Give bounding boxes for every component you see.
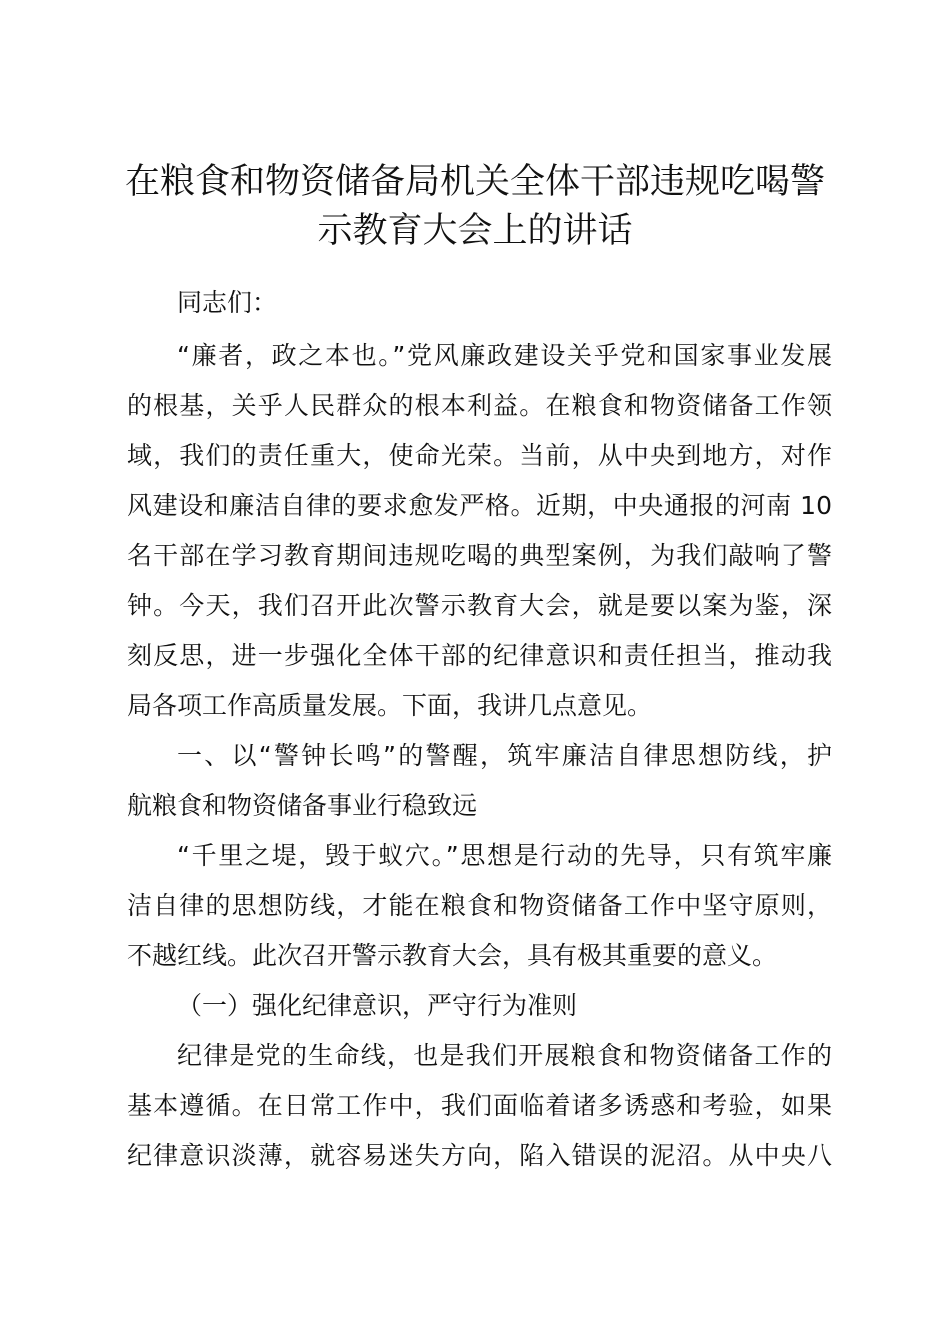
document-title-line-2: 示教育大会上的讲话 <box>317 211 633 251</box>
paragraph-line: 刻反思，进一步强化全体干部的纪律意识和责任担当，推动我 <box>127 641 832 670</box>
paragraph-line: 基本遵循。在日常工作中，我们面临着诸多诱惑和考验，如果 <box>127 1091 832 1120</box>
paragraph-line: 的根基，关乎人民群众的根本利益。在粮食和物资储备工作领 <box>127 391 832 420</box>
subsection-heading: （一）强化纪律意识，严守行为准则 <box>177 991 578 1020</box>
paragraph-line: 钟。今天，我们召开此次警示教育大会，就是要以案为鉴，深 <box>127 591 832 620</box>
paragraph-line: 局各项工作高质量发展。下面，我讲几点意见。 <box>127 691 653 720</box>
paragraph-line: 纪律意识淡薄，就容易迷失方向，陷入错误的泥沼。从中央八 <box>127 1141 832 1170</box>
paragraph-line: 名干部在学习教育期间违规吃喝的典型案例，为我们敲响了警 <box>127 541 832 570</box>
paragraph-line: “千里之堤，毁于蚁穴。”思想是行动的先导，只有筑牢廉 <box>177 841 832 870</box>
salutation: 同志们： <box>177 288 278 317</box>
paragraph-line: “廉者，政之本也。”党风廉政建设关乎党和国家事业发展 <box>177 341 832 370</box>
paragraph-line: 洁自律的思想防线，才能在粮食和物资储备工作中坚守原则， <box>127 891 832 920</box>
paragraph-line: 风建设和廉洁自律的要求愈发严格。近期，中央通报的河南 10 <box>127 491 832 520</box>
document-title-line-1: 在粮食和物资储备局机关全体干部违规吃喝警 <box>124 162 825 202</box>
section-heading-line: 一、以“警钟长鸣”的警醒，筑牢廉洁自律思想防线，护 <box>177 741 832 770</box>
paragraph-line: 不越红线。此次召开警示教育大会，具有极其重要的意义。 <box>127 941 778 970</box>
paragraph-line: 纪律是党的生命线，也是我们开展粮食和物资储备工作的 <box>177 1041 832 1070</box>
paragraph-line: 域，我们的责任重大，使命光荣。当前，从中央到地方，对作 <box>127 441 832 470</box>
section-heading-line: 航粮食和物资储备事业行稳致远 <box>127 791 478 820</box>
